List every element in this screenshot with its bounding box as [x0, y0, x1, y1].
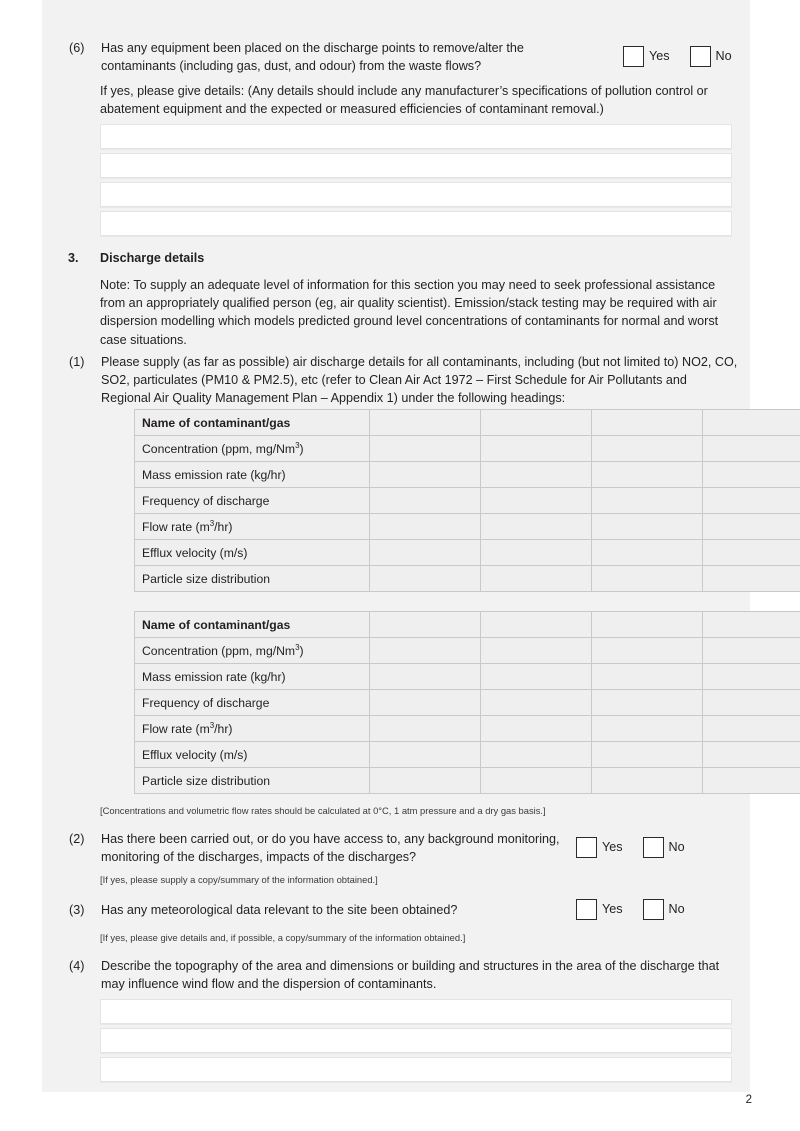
question-2-yes-checkbox[interactable] — [576, 837, 597, 858]
table-row-label-flow-rate: Flow rate $(m^3/hr)$ — [135, 716, 370, 742]
question-4-text: Describe the topography of the area and dimensions or building and structures in the area of the discharge that may influence wind flow and the dispersion of contaminants. — [101, 959, 720, 992]
table-cell-input[interactable] — [481, 638, 592, 664]
table-row — [135, 664, 800, 690]
question-6-yes-option[interactable] — [623, 46, 670, 67]
table-cell-input[interactable] — [592, 742, 703, 768]
table-cell-input[interactable] — [592, 514, 703, 540]
table-cell-input[interactable] — [592, 664, 703, 690]
table-cell-input[interactable] — [370, 664, 481, 690]
table-cell-input[interactable] — [481, 768, 592, 794]
table-cell-input[interactable] — [703, 462, 800, 488]
question-6-no-checkbox[interactable] — [690, 46, 711, 67]
table-cell-input[interactable] — [592, 716, 703, 742]
table-row — [135, 540, 800, 566]
question-6-yes-checkbox[interactable] — [623, 46, 644, 67]
question-4 — [68, 957, 740, 993]
table-cell-input[interactable] — [703, 742, 800, 768]
table-cell-input[interactable] — [592, 436, 703, 462]
question-2-no-label: No — [668, 840, 685, 854]
question-6-answer-area — [100, 124, 732, 236]
table-cell-input[interactable] — [370, 690, 481, 716]
question-3-text: Has any meteorological data relevant to the site been obtained? — [101, 903, 458, 917]
question-6-yesno-group — [623, 46, 732, 67]
section-3-heading — [68, 251, 728, 265]
table-cell-input[interactable] — [703, 768, 800, 794]
table-cell-input[interactable] — [592, 488, 703, 514]
table-row-label-particle-size-distribution: Particle size distribution — [135, 566, 370, 592]
table-row-label-efflux-velocity: Efflux velocity (m/s) — [135, 540, 370, 566]
question-3-no-label: No — [668, 902, 685, 916]
question-6-no-option[interactable] — [690, 46, 732, 67]
table-cell-input[interactable] — [703, 436, 800, 462]
table-row — [135, 612, 800, 638]
document-page — [42, 0, 750, 1092]
table-cell-input[interactable] — [370, 462, 481, 488]
section-3-note: Note: To supply an adequate level of information for this section you may need to seek professional assistance from an appropriately qualified person (eg, air quality scientist). Emission/stack testing may be required with air dispersion modelling which models predicted ground level concentrations of contaminants for normal and worst case situations. — [100, 278, 719, 347]
question-4-answer-area — [100, 999, 732, 1082]
table-row-label-mass-emission-rate: Mass emission rate (kg/hr) — [135, 462, 370, 488]
table-cell-input[interactable] — [703, 540, 800, 566]
contaminant-table-2 — [134, 611, 800, 794]
question-4-number: (4) — [69, 959, 85, 973]
section-3-number: 3. — [68, 251, 79, 265]
question-6-yes-label: Yes — [649, 49, 670, 63]
question-2-no-option[interactable] — [643, 837, 685, 858]
table-cell-input[interactable] — [481, 540, 592, 566]
answer-line[interactable] — [100, 211, 732, 236]
table-row-label-name-of-contaminant: Name of contaminant/gas — [135, 612, 370, 638]
table-cell-input[interactable] — [592, 462, 703, 488]
question-3-yes-label: Yes — [602, 902, 623, 916]
question-3-no-checkbox[interactable] — [643, 899, 664, 920]
question-3-no-option[interactable] — [643, 899, 685, 920]
table-row — [135, 690, 800, 716]
table-row-label-mass-emission-rate: Mass emission rate (kg/hr) — [135, 664, 370, 690]
section-3-title: Discharge details — [100, 251, 205, 265]
table-row — [135, 514, 800, 540]
table-row-label-name-of-contaminant: Name of contaminant/gas — [135, 410, 370, 436]
answer-line[interactable] — [100, 1057, 732, 1082]
question-2-footnote: [If yes, please supply a copy/summary of the information obtained.] — [100, 874, 378, 885]
question-3-yes-checkbox[interactable] — [576, 899, 597, 920]
table-row-label-frequency-of-discharge: Frequency of discharge — [135, 690, 370, 716]
table-cell-input[interactable] — [481, 566, 592, 592]
table-cell-input[interactable] — [481, 742, 592, 768]
question-6-text: Has any equipment been placed on the discharge points to remove/alter the contaminants (including gas, dust, and odour) from the waste flows? — [101, 41, 524, 74]
table-cell-input[interactable] — [481, 690, 592, 716]
question-1-number: (1) — [69, 355, 85, 369]
table-cell-input[interactable] — [703, 514, 800, 540]
question-6-no-label: No — [715, 49, 732, 63]
table-cell-input[interactable] — [481, 612, 592, 638]
table-cell-input[interactable] — [370, 768, 481, 794]
table-cell-input[interactable] — [703, 566, 800, 592]
question-6-number: (6) — [69, 41, 85, 55]
table-cell-input[interactable] — [481, 488, 592, 514]
question-2-yes-option[interactable] — [576, 837, 623, 858]
table-cell-input[interactable] — [592, 410, 703, 436]
table-cell-input[interactable] — [703, 612, 800, 638]
question-6-followup-text: If yes, please give details: (Any details should include any manufacturer’s specifications of pollution control or abatement equipment and the expected or measured efficiencies of contaminant removal.) — [100, 84, 708, 117]
question-2-number: (2) — [69, 832, 85, 846]
table-cell-input[interactable] — [370, 566, 481, 592]
table-cell-input[interactable] — [481, 716, 592, 742]
table-cell-input[interactable] — [370, 638, 481, 664]
table-cell-input[interactable] — [370, 488, 481, 514]
table-row — [135, 742, 800, 768]
question-3-number: (3) — [69, 903, 85, 917]
table-row-label-flow-rate: Flow rate $(m^3/hr)$ — [135, 514, 370, 540]
page-number: 2 — [745, 1094, 752, 1106]
table-cell-input[interactable] — [703, 410, 800, 436]
question-2-yesno-group — [576, 837, 685, 858]
table-cell-input[interactable] — [370, 410, 481, 436]
table-cell-input[interactable] — [370, 612, 481, 638]
table-cell-input[interactable] — [703, 488, 800, 514]
table-cell-input[interactable] — [592, 540, 703, 566]
answer-line[interactable] — [100, 1028, 732, 1053]
table-row — [135, 462, 800, 488]
table-cell-input[interactable] — [592, 690, 703, 716]
table-cell-input[interactable] — [592, 566, 703, 592]
table-cell-input[interactable] — [370, 716, 481, 742]
question-1-footnote: [Concentrations and volumetric flow rates should be calculated at 0°C, 1 atm pressure and a dry gas basis.] — [100, 805, 546, 816]
table-cell-input[interactable] — [481, 410, 592, 436]
question-2-yes-label: Yes — [602, 840, 623, 854]
question-3-yesno-group — [576, 899, 685, 920]
answer-line[interactable] — [100, 999, 732, 1024]
table-cell-input[interactable] — [481, 514, 592, 540]
question-2-text: Has there been carried out, or do you have access to, any background monitoring, monitoring of the discharges, impacts of the discharges? — [101, 832, 560, 865]
question-2-no-checkbox[interactable] — [643, 837, 664, 858]
table-cell-input[interactable] — [481, 462, 592, 488]
table-cell-input[interactable] — [370, 742, 481, 768]
table-cell-input[interactable] — [592, 638, 703, 664]
table-row — [135, 436, 800, 462]
table-row — [135, 488, 800, 514]
table-cell-input[interactable] — [703, 716, 800, 742]
question-1-text: Please supply (as far as possible) air discharge details for all contaminants, including (but not limited to) NO2, CO, SO2, particulates (PM10 & PM2.5), etc (refer to Clean Air Act 1972 – First Schedule for Air Pollutants and Regional Air Quality Management Plan – Appendix 1) under the following headings: — [101, 355, 738, 406]
table-row-label-efflux-velocity: Efflux velocity (m/s) — [135, 742, 370, 768]
answer-line[interactable] — [100, 153, 732, 178]
table-row-label-concentration: Concentration (ppm, mg/Nm$^3$) — [135, 638, 370, 664]
question-1 — [68, 353, 740, 408]
table-row — [135, 638, 800, 664]
table-row — [135, 768, 800, 794]
table-row-label-particle-size-distribution: Particle size distribution — [135, 768, 370, 794]
table-cell-input[interactable] — [481, 436, 592, 462]
table-cell-input[interactable] — [703, 664, 800, 690]
table-row — [135, 410, 800, 436]
table-cell-input[interactable] — [703, 638, 800, 664]
table-cell-input[interactable] — [481, 664, 592, 690]
answer-line[interactable] — [100, 124, 732, 149]
table-row — [135, 716, 800, 742]
table-cell-input[interactable] — [592, 612, 703, 638]
table-cell-input[interactable] — [703, 690, 800, 716]
table-cell-input[interactable] — [370, 514, 481, 540]
question-3-yes-option[interactable] — [576, 899, 623, 920]
table-cell-input[interactable] — [370, 436, 481, 462]
answer-line[interactable] — [100, 182, 732, 207]
table-row-label-concentration: Concentration (ppm, mg/Nm$^3$) — [135, 436, 370, 462]
contaminant-table-1 — [134, 409, 800, 592]
table-cell-input[interactable] — [370, 540, 481, 566]
table-row — [135, 566, 800, 592]
table-cell-input[interactable] — [592, 768, 703, 794]
table-row-label-frequency-of-discharge: Frequency of discharge — [135, 488, 370, 514]
question-3-footnote: [If yes, please give details and, if possible, a copy/summary of the information obtained.] — [100, 932, 466, 943]
